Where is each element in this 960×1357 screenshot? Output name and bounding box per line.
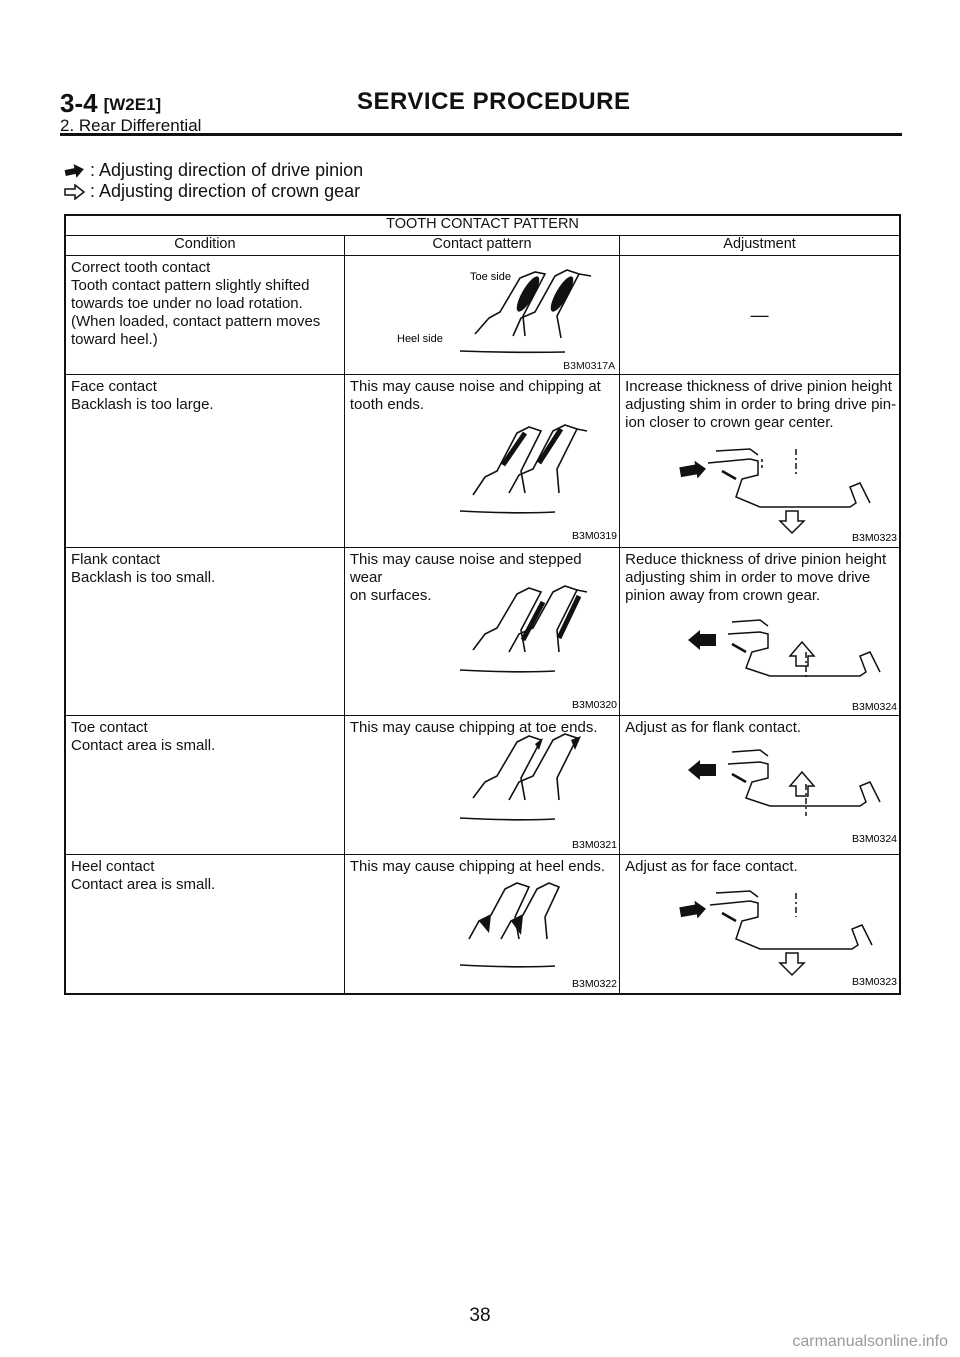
condition-line: Contact area is small. xyxy=(71,737,216,754)
page-subtitle: 2. Rear Differential xyxy=(60,116,202,135)
pattern-cell xyxy=(344,375,619,548)
condition-line: Face contact xyxy=(71,378,157,395)
pattern-cell xyxy=(344,855,619,995)
tooth-contact-table xyxy=(64,214,901,995)
gear-adjust-figure xyxy=(620,375,901,547)
column-header-adjustment: Adjustment xyxy=(620,236,900,256)
page-title: SERVICE PROCEDURE xyxy=(357,88,631,115)
figure-caption: B3M0322 xyxy=(571,978,617,990)
header-rule xyxy=(60,133,902,136)
heel-contact-figure xyxy=(345,855,621,993)
table-row xyxy=(65,548,900,716)
table-title: TOOTH CONTACT PATTERN xyxy=(65,215,900,236)
adjustment-cell xyxy=(620,375,900,548)
pattern-text-line: This may cause noise and stepped wear xyxy=(349,551,582,586)
adjustment-line: adjusting shim in order to move drive xyxy=(625,569,871,586)
condition-line: Flank contact xyxy=(71,551,161,568)
adjustment-cell xyxy=(620,855,900,995)
condition-cell xyxy=(65,548,344,716)
legend-drive-pinion-text: : Adjusting direction of drive pinion xyxy=(90,160,364,180)
figure-caption: B3M0324 xyxy=(852,833,898,845)
figure-caption: B3M0319 xyxy=(571,530,617,542)
condition-line: Heel contact xyxy=(71,858,155,875)
face-contact-figure xyxy=(345,375,621,547)
figure-caption: B3M0320 xyxy=(571,699,617,711)
pattern-text-line: This may cause chipping at toe ends. xyxy=(349,719,598,736)
figure-caption: B3M0323 xyxy=(852,976,898,988)
figure-caption: B3M0317A xyxy=(563,360,616,372)
condition-line: (When loaded, contact pattern moves xyxy=(71,313,321,330)
legend-drive-pinion xyxy=(64,160,363,181)
condition-line: Toe contact xyxy=(71,719,148,736)
legend-crown-gear xyxy=(64,181,363,202)
adjustment-text: — xyxy=(750,305,769,325)
solid-arrow-icon xyxy=(64,163,86,179)
adjustment-cell xyxy=(620,548,900,716)
column-header-contact-pattern: Contact pattern xyxy=(344,236,619,256)
condition-line: toward heel.) xyxy=(71,331,158,348)
page-number: 38 xyxy=(469,1305,491,1326)
gear-adjust-figure xyxy=(620,716,901,854)
adjustment-cell xyxy=(620,716,900,855)
pattern-text-line: This may cause noise and chipping at xyxy=(349,378,601,395)
condition-line: Correct tooth contact xyxy=(71,259,211,276)
toe-contact-figure xyxy=(345,716,621,854)
adjustment-line: Reduce thickness of drive pinion height xyxy=(625,551,887,568)
figure-caption: B3M0321 xyxy=(571,839,617,851)
table-row xyxy=(65,256,900,375)
watermark: carmanualsonline.info xyxy=(792,1333,948,1350)
drive-pinion-arrow-icon xyxy=(679,459,708,481)
adjustment-line: adjusting shim in order to bring drive pin- xyxy=(625,396,897,413)
adjustment-cell xyxy=(620,256,900,375)
drive-pinion-arrow-icon xyxy=(679,899,708,921)
drive-pinion-arrow-icon xyxy=(688,630,716,650)
legend xyxy=(64,160,363,202)
condition-line: Contact area is small. xyxy=(71,876,216,893)
condition-line: Tooth contact pattern slightly shifted xyxy=(71,277,310,294)
heel-side-label: Heel side xyxy=(396,333,443,345)
pattern-cell xyxy=(344,716,619,855)
condition-line: Backlash is too small. xyxy=(71,569,216,586)
tooth-pattern-figure xyxy=(345,256,621,374)
gear-adjust-figure xyxy=(620,855,901,993)
adjustment-line: Increase thickness of drive pinion height xyxy=(625,378,892,395)
condition-cell xyxy=(65,256,344,375)
page-header xyxy=(60,88,902,136)
legend-crown-gear-text: : Adjusting direction of crown gear xyxy=(90,181,361,201)
table-row xyxy=(65,716,900,855)
drive-pinion-arrow-icon xyxy=(688,760,716,780)
pattern-text-line: tooth ends. xyxy=(349,396,425,413)
column-header-condition: Condition xyxy=(65,236,344,256)
table-row xyxy=(65,855,900,995)
condition-line: towards toe under no load rotation. xyxy=(71,295,303,312)
table-row xyxy=(65,375,900,548)
gear-adjust-figure xyxy=(620,548,901,715)
condition-cell xyxy=(65,375,344,548)
pattern-cell xyxy=(344,548,619,716)
condition-cell xyxy=(65,716,344,855)
condition-line: Backlash is too large. xyxy=(71,396,214,413)
adjustment-line: Adjust as for flank contact. xyxy=(625,719,802,736)
pattern-text-line: on surfaces. xyxy=(349,587,432,604)
section-number: 3-4 xyxy=(60,88,98,118)
adjustment-line: ion closer to crown gear center. xyxy=(625,414,834,431)
pattern-cell xyxy=(344,256,619,375)
adjustment-line: Adjust as for face contact. xyxy=(625,858,798,875)
condition-cell xyxy=(65,855,344,995)
toe-side-label: Toe side xyxy=(469,271,511,283)
section-code: [W2E1] xyxy=(103,95,162,114)
outline-arrow-icon xyxy=(64,184,86,200)
figure-caption: B3M0324 xyxy=(852,701,898,713)
pattern-text-line: This may cause chipping at heel ends. xyxy=(349,858,605,875)
figure-caption: B3M0323 xyxy=(852,532,898,544)
adjustment-line: pinion away from crown gear. xyxy=(625,587,821,604)
flank-contact-figure xyxy=(345,548,621,715)
